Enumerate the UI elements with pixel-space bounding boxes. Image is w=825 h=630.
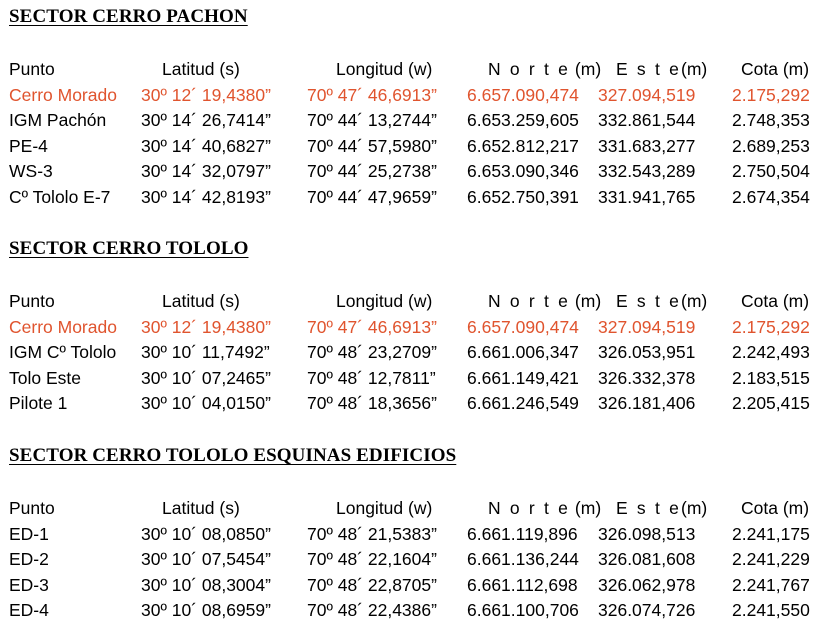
cell-norte: 6.653.090,346	[467, 161, 579, 182]
cell-longitud: 70º 48´ 12,7811”	[307, 367, 436, 388]
cell-latitud: 30º 12´ 19,4380”	[141, 316, 271, 337]
header-norte	[458, 289, 602, 315]
cell-latitud: 30º 10´ 08,6959”	[141, 600, 271, 621]
cell-longitud: 70º 44´ 57,5980”	[307, 135, 437, 156]
cell-longitud: 70º 44´ 13,2744”	[307, 110, 437, 131]
cell-este: 332.543,289	[598, 161, 696, 182]
cell-este: 326.081,608	[598, 549, 696, 570]
cell-punto: Cerro Morado	[9, 316, 117, 337]
cell-longitud: 70º 44´ 47,9659”	[307, 186, 437, 207]
section-title: SECTOR CERRO PACHON	[9, 6, 248, 27]
cell-este: 332.861,544	[598, 110, 696, 131]
header-punto: Punto	[9, 498, 55, 518]
section-title: SECTOR CERRO TOLOLO	[9, 238, 249, 259]
cell-latitud: 30º 10´ 08,3004”	[141, 574, 271, 595]
cell-punto: IGM Pachón	[9, 110, 107, 131]
cell-cota: 2.689,253	[732, 135, 810, 156]
cell-punto: IGM Cº Tololo	[9, 342, 117, 363]
cell-punto: Cerro Morado	[9, 84, 117, 105]
cell-longitud: 70º 48´ 23,2709”	[307, 342, 437, 363]
header-latitud: Latitud (s)	[162, 59, 240, 79]
coordinates-table	[0, 289, 825, 417]
header-longitud: Longitud (w)	[336, 498, 433, 518]
cell-norte: 6.661.136,244	[467, 549, 579, 570]
cell-longitud: 70º 48´ 22,1604”	[307, 549, 437, 570]
cell-este: 326.053,951	[598, 342, 696, 363]
cell-latitud: 30º 12´ 19,4380”	[141, 84, 271, 105]
header-este-unit: (m)	[681, 291, 708, 311]
cell-norte: 6.661.149,421	[467, 367, 579, 388]
cell-longitud: 70º 47´ 46,6913”	[307, 316, 437, 337]
cell-longitud: 70º 47´ 46,6913”	[307, 84, 437, 105]
cell-latitud: 30º 14´ 32,0797”	[141, 161, 271, 182]
header-norte	[458, 57, 602, 83]
cell-este: 331.941,765	[598, 186, 696, 207]
header-latitud: Latitud (s)	[162, 291, 240, 311]
cell-norte: 6.661.246,549	[467, 393, 579, 414]
cell-punto: ED-3	[9, 574, 49, 595]
cell-latitud: 30º 10´ 08,0850”	[141, 523, 271, 544]
cell-norte: 6.661.112,698	[467, 574, 578, 595]
cell-latitud: 30º 14´ 40,6827”	[141, 135, 271, 156]
header-este-word: E s t e	[616, 291, 682, 311]
cell-punto: Cº Tololo E-7	[9, 186, 111, 207]
cell-cota: 2.748,353	[732, 110, 810, 131]
cell-cota: 2.750,504	[732, 161, 810, 182]
cell-punto: ED-1	[9, 523, 49, 544]
header-norte-unit: (m)	[574, 291, 602, 311]
cell-cota: 2.241,175	[732, 523, 810, 544]
cell-norte: 6.652.812,217	[467, 135, 579, 156]
header-este	[589, 289, 721, 315]
cell-punto: ED-4	[9, 600, 49, 621]
header-norte-word: N o r t e	[488, 291, 571, 311]
cell-latitud: 30º 14´ 42,8193”	[141, 186, 271, 207]
cell-norte: 6.653.259,605	[467, 110, 579, 131]
cell-este: 331.683,277	[598, 135, 696, 156]
cell-cota: 2.241,550	[732, 600, 810, 621]
cell-cota: 2.175,292	[732, 84, 810, 105]
header-norte-unit: (m)	[574, 498, 602, 518]
header-este-unit: (m)	[681, 498, 708, 518]
header-este	[589, 57, 721, 83]
header-latitud: Latitud (s)	[162, 498, 240, 518]
cell-norte: 6.657.090,474	[467, 84, 579, 105]
cell-este: 326.098,513	[598, 523, 696, 544]
cell-norte: 6.661.119,896	[467, 523, 578, 544]
cell-norte: 6.661.006,347	[467, 342, 579, 363]
header-este-word: E s t e	[616, 498, 682, 518]
cell-latitud: 30º 10´ 07,5454”	[141, 549, 271, 570]
header-punto: Punto	[9, 59, 55, 79]
cell-longitud: 70º 48´ 18,3656”	[307, 393, 437, 414]
header-punto: Punto	[9, 291, 55, 311]
cell-este: 326.074,726	[598, 600, 696, 621]
cell-norte: 6.657.090,474	[467, 316, 579, 337]
header-este-word: E s t e	[616, 59, 682, 79]
cell-longitud: 70º 48´ 22,8705”	[307, 574, 437, 595]
cell-cota: 2.205,415	[732, 393, 810, 414]
header-norte	[458, 496, 602, 522]
cell-punto: Tolo Este	[9, 367, 81, 388]
cell-este: 326.181,406	[598, 393, 696, 414]
cell-este: 327.094,519	[598, 316, 696, 337]
cell-este: 326.332,378	[598, 367, 696, 388]
cell-punto: Pilote 1	[9, 393, 68, 414]
header-este-unit: (m)	[681, 59, 708, 79]
coordinates-table	[0, 57, 825, 211]
header-este	[589, 496, 721, 522]
cell-longitud: 70º 48´ 21,5383”	[307, 523, 437, 544]
header-longitud: Longitud (w)	[336, 291, 433, 311]
header-norte-word: N o r t e	[488, 59, 571, 79]
section-title: SECTOR CERRO TOLOLO ESQUINAS EDIFICIOS	[9, 445, 457, 466]
cell-norte: 6.661.100,706	[467, 600, 579, 621]
header-cota: Cota (m)	[741, 59, 810, 79]
cell-latitud: 30º 10´ 07,2465”	[141, 367, 271, 388]
header-longitud: Longitud (w)	[336, 59, 433, 79]
cell-cota: 2.241,767	[732, 574, 810, 595]
cell-cota: 2.183,515	[732, 367, 810, 388]
cell-punto: PE-4	[9, 135, 48, 156]
cell-latitud: 30º 10´ 04,0150”	[141, 393, 271, 414]
cell-este: 327.094,519	[598, 84, 696, 105]
cell-longitud: 70º 44´ 25,2738”	[307, 161, 437, 182]
coordinates-table	[0, 496, 825, 624]
header-cota: Cota (m)	[741, 291, 810, 311]
cell-latitud: 30º 10´ 11,7492”	[141, 342, 270, 363]
cell-cota: 2.242,493	[732, 342, 810, 363]
cell-este: 326.062,978	[598, 574, 696, 595]
header-norte-word: N o r t e	[488, 498, 571, 518]
cell-cota: 2.241,229	[732, 549, 810, 570]
cell-punto: WS-3	[9, 161, 53, 182]
cell-cota: 2.175,292	[732, 316, 810, 337]
header-norte-unit: (m)	[574, 59, 602, 79]
cell-cota: 2.674,354	[732, 186, 810, 207]
cell-punto: ED-2	[9, 549, 49, 570]
cell-longitud: 70º 48´ 22,4386”	[307, 600, 437, 621]
header-cota: Cota (m)	[741, 498, 810, 518]
cell-latitud: 30º 14´ 26,7414”	[141, 110, 271, 131]
cell-norte: 6.652.750,391	[467, 186, 579, 207]
